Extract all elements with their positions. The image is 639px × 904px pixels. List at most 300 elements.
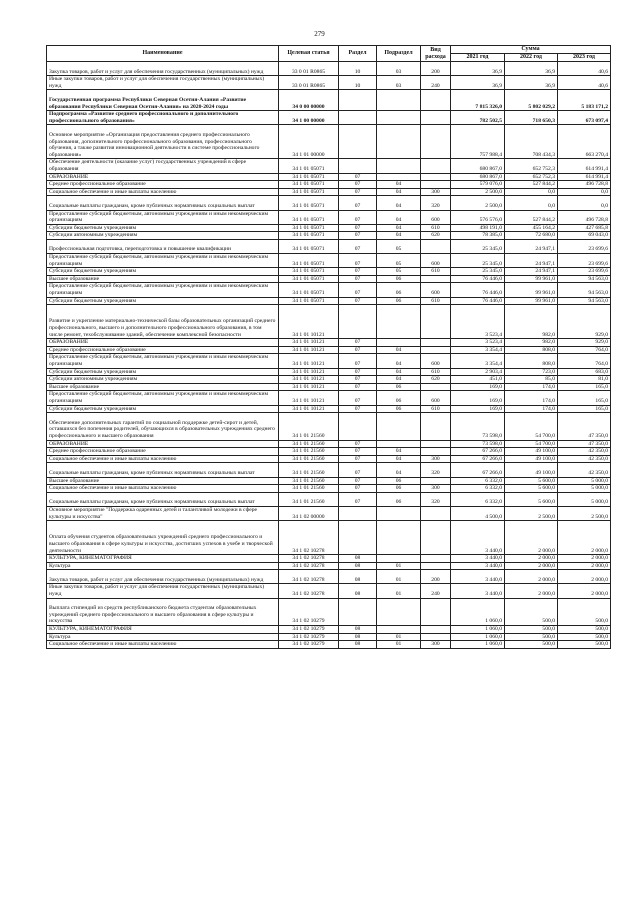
row-razdel-cell [339,111,377,125]
row-razdel-cell: 07 [339,477,377,485]
row-cs-cell: 34 1 01 05071 [279,173,339,181]
row-razdel-cell: 07 [339,196,377,210]
row-podrazdel-cell: 06 [377,405,421,413]
row-vid-cell [421,562,451,570]
row-2022-cell: 5 600,0 [505,477,558,485]
row-vid-cell [421,477,451,485]
row-razdel-cell: 07 [339,254,377,268]
row-name-cell: Предоставление субсидий бюджетным, автономным учреждениям и иным некоммерческим организациям [47,283,279,297]
row-2023-cell: 683,0 [558,368,611,376]
row-vid-cell: 200 [421,570,451,584]
row-2021-cell: 3 440,0 [451,555,505,563]
row-podrazdel-cell: 06 [377,492,421,506]
table-row [47,210,611,224]
row-name-cell: Высшее образование [47,477,279,485]
row-podrazdel-cell: 04 [377,188,421,196]
row-name-cell: Основное мероприятие «Организация предоставления среднего профессионального образования, дополнительного профессионального образования, профессионального обучения, а также развития инновационной деятельности в системе профессионального образования» [47,125,279,159]
row-name-cell: Социальные выплаты гражданам, кроме публичных нормативных социальных выплат [47,196,279,210]
row-name-cell: Субсидии бюджетным учреждениям [47,224,279,232]
row-name-cell: Оплата обучения студентов образовательных учреждений среднего профессионального и высшего образования в сфере культуры и искусства, достигших успехов в учебе и творческой деятельности [47,521,279,555]
row-2023-cell: 2 000,0 [558,521,611,555]
row-2023-cell: 40,6 [558,76,611,90]
row-2022-cell: 2 000,0 [505,521,558,555]
row-vid-cell: 600 [421,391,451,405]
row-cs-cell: 34 1 02 10278 [279,584,339,598]
row-cs-cell: 34 1 01 05071 [279,239,339,253]
row-cs-cell: 34 1 01 05071 [279,224,339,232]
row-podrazdel-cell: 05 [377,239,421,253]
row-podrazdel-cell [377,90,421,111]
row-podrazdel-cell: 04 [377,181,421,189]
row-vid-cell [421,633,451,641]
row-name-cell: Государственная программа Республики Северная Осетия-Алания «Развитие образования Республики Северная Осетия-Алания» на 2020-2024 годы [47,90,279,111]
table-row [47,305,611,339]
table-row [47,555,611,563]
row-cs-cell: 34 1 01 10121 [279,354,339,368]
table-row [47,448,611,456]
row-vid-cell: 610 [421,224,451,232]
row-2023-cell: 23 699,6 [558,254,611,268]
table-row [47,391,611,405]
row-cs-cell: 34 1 01 00000 [279,125,339,159]
row-2023-cell: 614 991,4 [558,173,611,181]
row-2021-cell: 67 266,0 [451,455,505,463]
row-2022-cell: 500,0 [505,626,558,634]
row-name-cell: ОБРАЗОВАНИЕ [47,173,279,181]
row-vid-cell: 200 [421,62,451,76]
row-2022-cell: 24 947,1 [505,268,558,276]
row-razdel-cell [339,90,377,111]
row-vid-cell [421,346,451,354]
row-podrazdel-cell: 04 [377,232,421,240]
row-podrazdel-cell [377,555,421,563]
budget-table [46,45,611,649]
row-name-cell: Субсидии бюджетным учреждениям [47,268,279,276]
row-2022-cell: 174,0 [505,383,558,391]
row-2022-cell: 49 100,0 [505,448,558,456]
row-2022-cell: 0,0 [505,188,558,196]
row-cs-cell: 34 1 02 10278 [279,555,339,563]
row-cs-cell: 34 1 01 21560 [279,492,339,506]
row-2021-cell: 36,9 [451,76,505,90]
row-2022-cell: 2 000,0 [505,555,558,563]
row-2021-cell: 6 332,0 [451,492,505,506]
row-razdel-cell [339,305,377,339]
row-2021-cell: 1 060,0 [451,626,505,634]
row-podrazdel-cell: 01 [377,562,421,570]
row-podrazdel-cell [377,125,421,159]
row-2023-cell: 94 563,0 [558,297,611,305]
row-2022-cell: 808,0 [505,354,558,368]
row-2021-cell: 25 345,0 [451,239,505,253]
row-2022-cell: 2 000,0 [505,584,558,598]
row-razdel-cell: 07 [339,239,377,253]
page-number: 279 [314,30,325,38]
row-podrazdel-cell [377,339,421,347]
row-vid-cell: 240 [421,76,451,90]
row-2021-cell: 169,0 [451,391,505,405]
row-vid-cell: 610 [421,368,451,376]
row-razdel-cell [339,521,377,555]
row-2023-cell: 496 728,8 [558,210,611,224]
row-2021-cell: 680 867,0 [451,173,505,181]
row-name-cell: ОБРАЗОВАНИЕ [47,440,279,448]
row-cs-cell: 34 1 01 05071 [279,283,339,297]
row-cs-cell: 34 1 01 05071 [279,196,339,210]
row-razdel-cell: 07 [339,492,377,506]
row-2021-cell: 25 345,0 [451,254,505,268]
row-cs-cell: 34 1 01 05071 [279,210,339,224]
row-vid-cell [421,413,451,440]
row-2023-cell: 2 000,0 [558,570,611,584]
row-vid-cell: 620 [421,232,451,240]
row-vid-cell [421,440,451,448]
row-2023-cell: 94 563,0 [558,275,611,283]
row-2023-cell: 5 000,0 [558,477,611,485]
row-name-cell: Социальное обеспечение и иные выплаты населению [47,485,279,493]
row-name-cell: Социальное обеспечение и иные выплаты населению [47,188,279,196]
row-cs-cell: 34 1 02 10279 [279,598,339,625]
header-vid: Вид расхода [421,46,451,62]
row-2023-cell: 2 500,0 [558,506,611,520]
row-2022-cell: 982,0 [505,339,558,347]
row-vid-cell: 600 [421,354,451,368]
row-name-cell: Среднее профессиональное образование [47,181,279,189]
table-row [47,506,611,520]
table-row [47,62,611,76]
table-row [47,275,611,283]
header-razdel: Раздел [339,46,377,62]
row-2023-cell: 663 270,4 [558,125,611,159]
row-name-cell: Предоставление субсидий бюджетным, автономным учреждениям и иным некоммерческим организациям [47,210,279,224]
row-razdel-cell: 07 [339,383,377,391]
row-2023-cell: 165,0 [558,405,611,413]
table-row [47,232,611,240]
row-2022-cell: 54 700,0 [505,413,558,440]
row-2022-cell: 500,0 [505,641,558,649]
row-podrazdel-cell: 06 [377,383,421,391]
row-razdel-cell: 08 [339,584,377,598]
row-2022-cell: 49 100,0 [505,463,558,477]
row-name-cell: Субсидии бюджетным учреждениям [47,368,279,376]
row-cs-cell: 33 0 01 R0865 [279,62,339,76]
row-2023-cell: 23 699,6 [558,268,611,276]
header-2021: 2021 год [451,54,505,62]
row-cs-cell: 34 1 01 21560 [279,463,339,477]
row-podrazdel-cell: 04 [377,224,421,232]
row-2021-cell: 76 446,0 [451,283,505,297]
row-2023-cell: 427 685,8 [558,224,611,232]
row-2021-cell: 1 060,0 [451,598,505,625]
row-cs-cell: 34 1 01 05071 [279,254,339,268]
table-row [47,254,611,268]
row-vid-cell: 300 [421,641,451,649]
row-cs-cell: 34 1 02 00000 [279,506,339,520]
row-2022-cell: 24 947,1 [505,239,558,253]
table-row [47,181,611,189]
row-cs-cell: 34 1 01 21560 [279,440,339,448]
row-razdel-cell: 07 [339,181,377,189]
row-2021-cell: 451,0 [451,376,505,384]
row-vid-cell [421,626,451,634]
table-row [47,196,611,210]
row-podrazdel-cell [377,521,421,555]
row-podrazdel-cell: 01 [377,584,421,598]
row-razdel-cell: 07 [339,268,377,276]
row-razdel-cell: 07 [339,297,377,305]
row-2023-cell: 764,0 [558,346,611,354]
row-name-cell: Развитие и укрепление материально-технической базы образовательных организаций среднего профессионального, высшего и дополнительного профессионального образования, в том числе ремонт, техобслуживание зданий, обеспечение комплексной безопасности [47,305,279,339]
row-cs-cell: 33 0 01 R0865 [279,76,339,90]
table-row [47,383,611,391]
row-2021-cell: 3 354,4 [451,346,505,354]
row-name-cell: Социальные выплаты гражданам, кроме публичных нормативных социальных выплат [47,463,279,477]
row-2023-cell: 500,0 [558,633,611,641]
table-row [47,159,611,173]
row-cs-cell: 34 1 01 10121 [279,368,339,376]
row-vid-cell: 610 [421,297,451,305]
row-cs-cell: 34 1 01 10121 [279,383,339,391]
row-vid-cell: 620 [421,376,451,384]
row-podrazdel-cell: 04 [377,210,421,224]
row-name-cell: ОБРАЗОВАНИЕ [47,339,279,347]
row-2022-cell: 72 680,0 [505,232,558,240]
row-2022-cell: 2 000,0 [505,562,558,570]
table-row [47,224,611,232]
row-razdel-cell: 08 [339,633,377,641]
row-name-cell: Предоставление субсидий бюджетным, автономным учреждениям и иным некоммерческим организациям [47,354,279,368]
row-cs-cell: 34 1 01 10121 [279,405,339,413]
row-podrazdel-cell [377,440,421,448]
row-2022-cell: 49 100,0 [505,455,558,463]
row-name-cell: Социальные выплаты гражданам, кроме публичных нормативных социальных выплат [47,492,279,506]
row-name-cell: Иные закупки товаров, работ и услуг для обеспечения государственных (муниципальных) нужд [47,76,279,90]
table-row [47,239,611,253]
row-2022-cell: 174,0 [505,405,558,413]
row-razdel-cell: 10 [339,62,377,76]
row-cs-cell: 34 1 01 21560 [279,455,339,463]
row-podrazdel-cell: 06 [377,485,421,493]
row-2021-cell: 576 576,0 [451,210,505,224]
row-2022-cell: 718 650,3 [505,111,558,125]
row-2023-cell: 42 350,0 [558,455,611,463]
table-row [47,570,611,584]
row-2021-cell: 579 076,0 [451,181,505,189]
row-vid-cell [421,521,451,555]
row-razdel-cell: 08 [339,641,377,649]
row-2023-cell: 2 000,0 [558,562,611,570]
row-vid-cell: 300 [421,188,451,196]
row-razdel-cell: 10 [339,76,377,90]
row-razdel-cell: 07 [339,232,377,240]
row-name-cell: Социальное обеспечение и иные выплаты населению [47,455,279,463]
row-2023-cell: 500,0 [558,641,611,649]
row-2021-cell: 4 500,0 [451,506,505,520]
row-2023-cell: 69 043,0 [558,232,611,240]
row-podrazdel-cell [377,111,421,125]
header-summa: Сумма [451,46,611,54]
row-cs-cell: 34 1 01 05071 [279,268,339,276]
row-razdel-cell: 07 [339,391,377,405]
table-row [47,440,611,448]
row-name-cell: Выплата стипендий из средств республиканского бюджета студентам образовательных учреждений среднего профессионального и высшего образования в сфере культуры и искусства [47,598,279,625]
row-vid-cell: 320 [421,196,451,210]
row-razdel-cell: 07 [339,188,377,196]
row-razdel-cell: 07 [339,173,377,181]
row-razdel-cell: 07 [339,448,377,456]
row-razdel-cell: 08 [339,562,377,570]
row-name-cell: Профессиональная подготовка, переподготовка и повышение квалификации [47,239,279,253]
row-vid-cell [421,159,451,173]
row-2023-cell: 929,0 [558,339,611,347]
row-vid-cell [421,339,451,347]
row-podrazdel-cell: 04 [377,376,421,384]
row-podrazdel-cell: 03 [377,76,421,90]
row-2021-cell: 3 354,4 [451,354,505,368]
table-row [47,633,611,641]
row-name-cell: Иные закупки товаров, работ и услуг для обеспечения государственных (муниципальных) нужд [47,584,279,598]
table-row [47,477,611,485]
row-2022-cell: 527 844,2 [505,210,558,224]
row-vid-cell: 320 [421,463,451,477]
row-2022-cell: 5 802 029,2 [505,90,558,111]
row-2021-cell: 76 446,0 [451,275,505,283]
row-razdel-cell: 07 [339,354,377,368]
row-name-cell: Высшее образование [47,383,279,391]
row-podrazdel-cell: 04 [377,448,421,456]
row-cs-cell: 34 1 01 10121 [279,376,339,384]
row-2021-cell: 3 523,4 [451,339,505,347]
row-cs-cell: 34 1 00 00000 [279,111,339,125]
table-row [47,492,611,506]
row-podrazdel-cell: 03 [377,62,421,76]
row-2021-cell: 2 500,0 [451,196,505,210]
row-cs-cell: 34 1 02 10278 [279,570,339,584]
row-razdel-cell: 07 [339,368,377,376]
row-cs-cell: 34 1 01 10121 [279,305,339,339]
row-2022-cell: 982,0 [505,305,558,339]
row-vid-cell [421,305,451,339]
row-2022-cell: 5 600,0 [505,492,558,506]
row-2022-cell: 527 844,2 [505,181,558,189]
row-2023-cell: 0,0 [558,196,611,210]
row-2023-cell: 500,0 [558,598,611,625]
row-name-cell: Субсидии автономным учреждениям [47,232,279,240]
row-2023-cell: 929,0 [558,305,611,339]
row-2022-cell: 99 961,0 [505,297,558,305]
row-razdel-cell: 08 [339,555,377,563]
row-2021-cell: 7 815 326,0 [451,90,505,111]
row-2021-cell: 3 440,0 [451,584,505,598]
row-razdel-cell: 07 [339,346,377,354]
row-2021-cell: 6 332,0 [451,485,505,493]
row-cs-cell: 34 1 02 10278 [279,562,339,570]
row-podrazdel-cell [377,305,421,339]
row-vid-cell [421,506,451,520]
row-2022-cell: 99 961,0 [505,275,558,283]
row-cs-cell: 34 1 01 05071 [279,232,339,240]
row-razdel-cell: 07 [339,210,377,224]
row-name-cell: Среднее профессиональное образование [47,346,279,354]
row-2023-cell: 42 350,0 [558,448,611,456]
row-razdel-cell [339,506,377,520]
row-2022-cell: 2 500,0 [505,506,558,520]
row-podrazdel-cell: 06 [377,391,421,405]
table-row [47,283,611,297]
row-2021-cell: 2 500,0 [451,188,505,196]
row-vid-cell [421,383,451,391]
row-2023-cell: 0,0 [558,188,611,196]
row-2023-cell: 94 563,0 [558,283,611,297]
row-2021-cell: 76 446,0 [451,297,505,305]
row-podrazdel-cell [377,159,421,173]
row-podrazdel-cell: 06 [377,283,421,297]
row-name-cell: Подпрограмма «Развитие среднего профессионального и дополнительного профессионального образования» [47,111,279,125]
table-row [47,485,611,493]
row-razdel-cell [339,413,377,440]
row-razdel-cell: 07 [339,283,377,297]
row-2022-cell: 652 752,3 [505,159,558,173]
row-name-cell: Предоставление субсидий бюджетным, автономным учреждениям и иным некоммерческим организациям [47,391,279,405]
row-2021-cell: 782 502,5 [451,111,505,125]
row-vid-cell [421,125,451,159]
row-razdel-cell: 07 [339,485,377,493]
table-body [47,62,611,649]
row-2022-cell: 808,0 [505,346,558,354]
row-2021-cell: 6 332,0 [451,477,505,485]
row-vid-cell [421,555,451,563]
row-razdel-cell: 07 [339,376,377,384]
row-vid-cell [421,90,451,111]
table-row [47,376,611,384]
row-2021-cell: 2 903,4 [451,368,505,376]
row-vid-cell [421,173,451,181]
row-podrazdel-cell: 04 [377,368,421,376]
row-2022-cell: 723,0 [505,368,558,376]
row-2022-cell: 174,0 [505,391,558,405]
row-name-cell: КУЛЬТУРА, КИНЕМАТОГРАФИЯ [47,626,279,634]
row-2021-cell: 67 266,0 [451,448,505,456]
row-podrazdel-cell: 04 [377,463,421,477]
row-name-cell: Предоставление субсидий бюджетным, автономным учреждениям и иным некоммерческим организациям [47,254,279,268]
row-2023-cell: 673 097,4 [558,111,611,125]
row-2022-cell: 5 600,0 [505,485,558,493]
table-row [47,111,611,125]
header-cs: Целевая статья [279,46,339,62]
table-row [47,521,611,555]
row-2023-cell: 5 000,0 [558,492,611,506]
row-2022-cell: 708 434,3 [505,125,558,159]
table-row [47,125,611,159]
row-2022-cell: 500,0 [505,598,558,625]
row-name-cell: Закупка товаров, работ и услуг для обеспечения государственных (муниципальных) нужд [47,62,279,76]
row-vid-cell: 300 [421,485,451,493]
row-vid-cell: 300 [421,455,451,463]
row-vid-cell [421,181,451,189]
row-2022-cell: 500,0 [505,633,558,641]
row-cs-cell: 34 1 01 05071 [279,275,339,283]
row-2021-cell: 73 598,0 [451,440,505,448]
row-razdel-cell: 07 [339,440,377,448]
row-podrazdel-cell [377,413,421,440]
table-row [47,368,611,376]
table-row [47,173,611,181]
row-2021-cell: 3 440,0 [451,521,505,555]
row-2021-cell: 1 060,0 [451,641,505,649]
row-cs-cell: 34 1 01 10121 [279,339,339,347]
row-podrazdel-cell [377,173,421,181]
row-2022-cell: 24 947,1 [505,254,558,268]
